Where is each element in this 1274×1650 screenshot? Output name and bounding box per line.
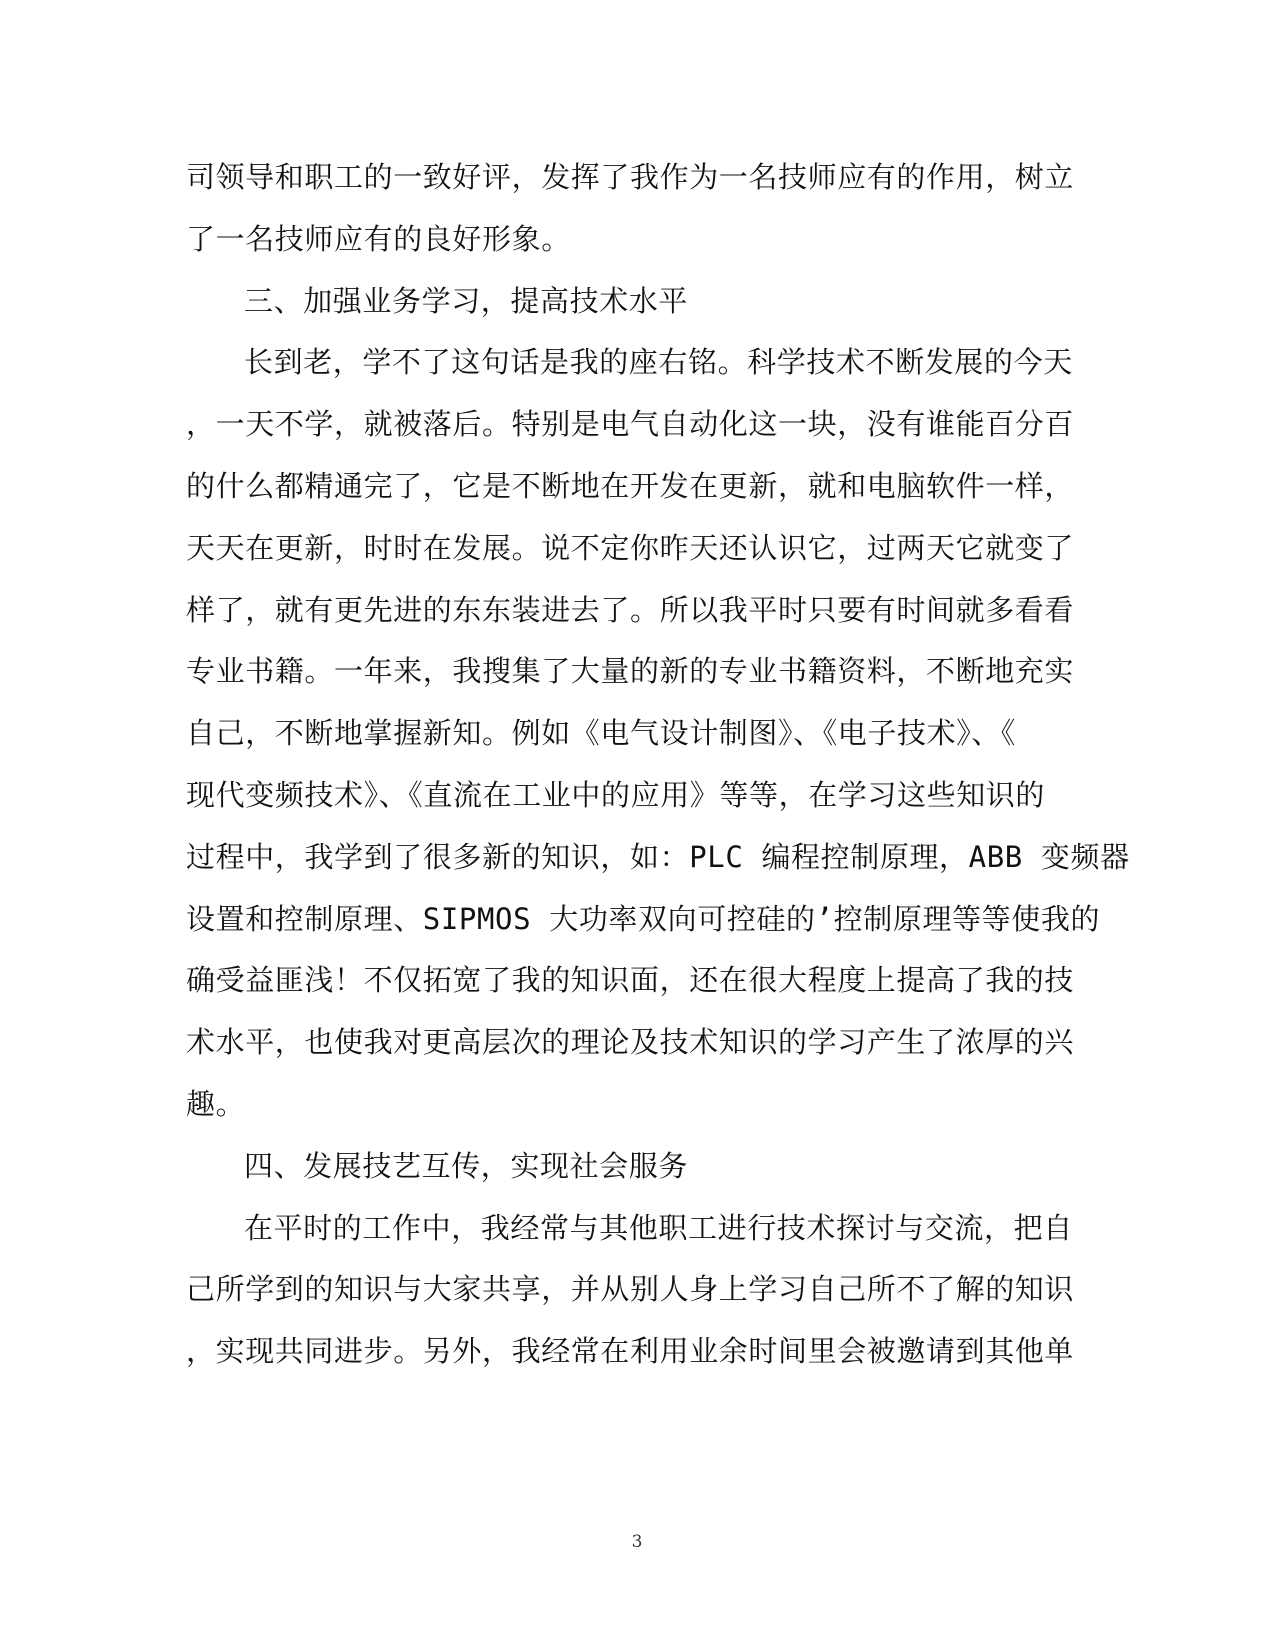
text-line: 过程中，我学到了很多新的知识，如：PLC 编程控制原理，ABB 变频器 xyxy=(186,840,1130,874)
text-line: 在平时的工作中，我经常与其他职工进行技术探讨与交流，把自 xyxy=(244,1211,1073,1245)
text-line: 设置和控制原理、SIPMOS 大功率双向可控硅的’控制原理等等使我的 xyxy=(186,902,1101,936)
text-line: 趣。 xyxy=(186,1087,246,1121)
text-line: 己所学到的知识与大家共享，并从别人身上学习自己所不了解的知识 xyxy=(186,1272,1075,1306)
text-line: 现代变频技术》、《直流在工业中的应用》等等，在学习这些知识的 xyxy=(186,778,1046,812)
text-line: 了一名技师应有的良好形象。 xyxy=(186,222,571,256)
page-number: 3 xyxy=(631,1532,643,1552)
text-line: 天天在更新，时时在发展。说不定你昨天还认识它，过两天它就变了 xyxy=(186,531,1075,565)
section-heading: 三、加强业务学习，提高技术水平 xyxy=(244,284,689,318)
text-line: 长到老，学不了这句话是我的座右铭。科学技术不断发展的今天 xyxy=(244,345,1073,379)
text-line: 术水平，也使我对更高层次的理论及技术知识的学习产生了浓厚的兴 xyxy=(186,1025,1075,1059)
text-line: 专业书籍。一年来，我搜集了大量的新的专业书籍资料，不断地充实 xyxy=(186,654,1075,688)
text-line: ，实现共同进步。另外，我经常在利用业余时间里会被邀请到其他单 xyxy=(186,1334,1075,1368)
text-line: 自己，不断地掌握新知。例如《电气设计制图》、《电子技术》、《 xyxy=(186,716,1017,750)
text-line: 确受益匪浅！不仅拓宽了我的知识面，还在很大程度上提高了我的技 xyxy=(186,963,1075,997)
text-line: 样了，就有更先进的东东装进去了。所以我平时只要有时间就多看看 xyxy=(186,593,1075,627)
text-line: 司领导和职工的一致好评，发挥了我作为一名技师应有的作用，树立 xyxy=(186,160,1075,194)
section-heading: 四、发展技艺互传，实现社会服务 xyxy=(244,1149,689,1183)
text-line: 的什么都精通完了，它是不断地在开发在更新，就和电脑软件一样， xyxy=(186,469,1075,503)
text-line: ，一天不学，就被落后。特别是电气自动化这一块，没有谁能百分百 xyxy=(186,407,1075,441)
